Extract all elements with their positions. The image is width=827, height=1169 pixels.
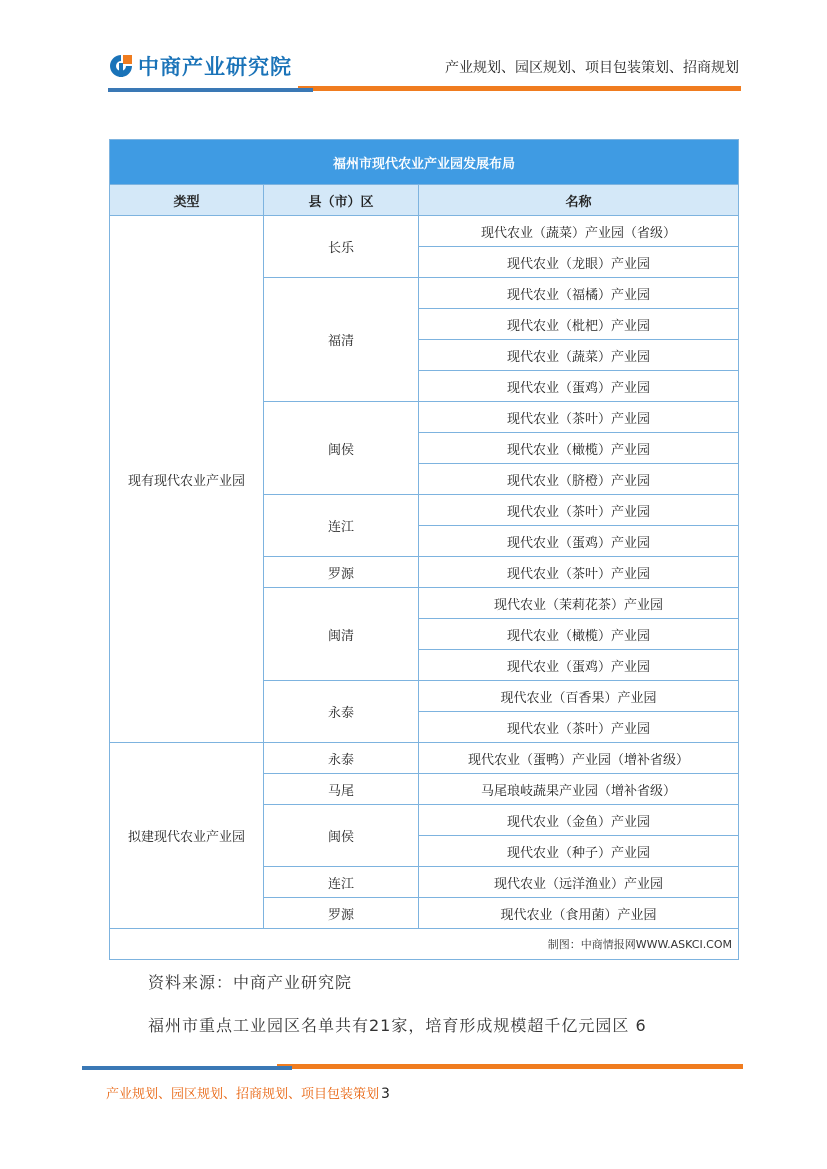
park-name-cell: 现代农业（福橘）产业园 — [419, 278, 739, 309]
county-cell: 马尾 — [264, 774, 419, 805]
footer-slogan: 产业规划、园区规划、招商规划、项目包装策划 — [106, 1087, 380, 1102]
footer-divider-orange — [277, 1064, 743, 1069]
column-header-type: 类型 — [110, 185, 264, 216]
park-type-cell: 拟建现代农业产业园 — [110, 743, 264, 929]
source-note: 资料来源：中商产业研究院 — [148, 973, 353, 992]
park-name-cell: 现代农业（茶叶）产业园 — [419, 402, 739, 433]
footer-divider-blue — [82, 1066, 292, 1070]
county-cell: 永泰 — [264, 681, 419, 743]
county-cell: 闽清 — [264, 588, 419, 681]
park-name-cell: 现代农业（枇杷）产业园 — [419, 309, 739, 340]
park-name-cell: 现代农业（橄榄）产业园 — [419, 619, 739, 650]
table-row — [110, 216, 739, 247]
park-name-cell: 现代农业（茶叶）产业园 — [419, 495, 739, 526]
park-name-cell: 现代农业（远洋渔业）产业园 — [419, 867, 739, 898]
page-footer — [106, 1083, 390, 1102]
park-name-cell: 现代农业（茶叶）产业园 — [419, 712, 739, 743]
header-slogan: 产业规划、园区规划、项目包装策划、招商规划 — [445, 60, 739, 76]
park-name-cell: 现代农业（蛋鸡）产业园 — [419, 650, 739, 681]
logo-icon — [108, 53, 134, 79]
park-name-cell: 现代农业（脐橙）产业园 — [419, 464, 739, 495]
page-number: 3 — [381, 1086, 390, 1102]
park-name-cell: 现代农业（百香果）产业园 — [419, 681, 739, 712]
county-cell: 罗源 — [264, 898, 419, 929]
park-name-cell: 现代农业（蛋鸡）产业园 — [419, 371, 739, 402]
column-header-county: 县（市）区 — [264, 185, 419, 216]
park-name-cell: 现代农业（橄榄）产业园 — [419, 433, 739, 464]
county-cell: 连江 — [264, 495, 419, 557]
park-name-cell: 现代农业（茶叶）产业园 — [419, 557, 739, 588]
park-name-cell: 现代农业（食用菌）产业园 — [419, 898, 739, 929]
table-body — [110, 216, 739, 929]
park-name-cell: 现代农业（蔬菜）产业园（省级） — [419, 216, 739, 247]
header-divider-blue — [108, 88, 313, 92]
column-header-name: 名称 — [419, 185, 739, 216]
county-cell: 闽侯 — [264, 402, 419, 495]
page-header — [0, 0, 827, 100]
park-layout-table-container — [109, 139, 738, 960]
park-name-cell: 现代农业（蛋鸭）产业园（增补省级） — [419, 743, 739, 774]
table-credit: 制图：中商情报网WWW.ASKCI.COM — [110, 929, 739, 960]
park-name-cell: 现代农业（种子）产业园 — [419, 836, 739, 867]
logo-text: 中商产业研究院 — [138, 55, 292, 79]
county-cell: 连江 — [264, 867, 419, 898]
county-cell: 长乐 — [264, 216, 419, 278]
park-name-cell: 现代农业（蔬菜）产业园 — [419, 340, 739, 371]
park-layout-table — [109, 139, 739, 960]
park-type-cell: 现有现代农业产业园 — [110, 216, 264, 743]
park-name-cell: 现代农业（龙眼）产业园 — [419, 247, 739, 278]
company-logo — [108, 50, 292, 82]
header-divider-orange — [298, 86, 741, 91]
park-name-cell: 马尾琅岐蔬果产业园（增补省级） — [419, 774, 739, 805]
table-row — [110, 743, 739, 774]
park-name-cell: 现代农业（茉莉花茶）产业园 — [419, 588, 739, 619]
county-cell: 福清 — [264, 278, 419, 402]
park-name-cell: 现代农业（金鱼）产业园 — [419, 805, 739, 836]
county-cell: 永泰 — [264, 743, 419, 774]
county-cell: 罗源 — [264, 557, 419, 588]
park-name-cell: 现代农业（蛋鸡）产业园 — [419, 526, 739, 557]
table-title: 福州市现代农业产业园发展布局 — [110, 140, 739, 185]
body-paragraph: 福州市重点工业园区名单共有21家，培育形成规模超千亿元园区 6 — [148, 1016, 647, 1035]
county-cell: 闽侯 — [264, 805, 419, 867]
